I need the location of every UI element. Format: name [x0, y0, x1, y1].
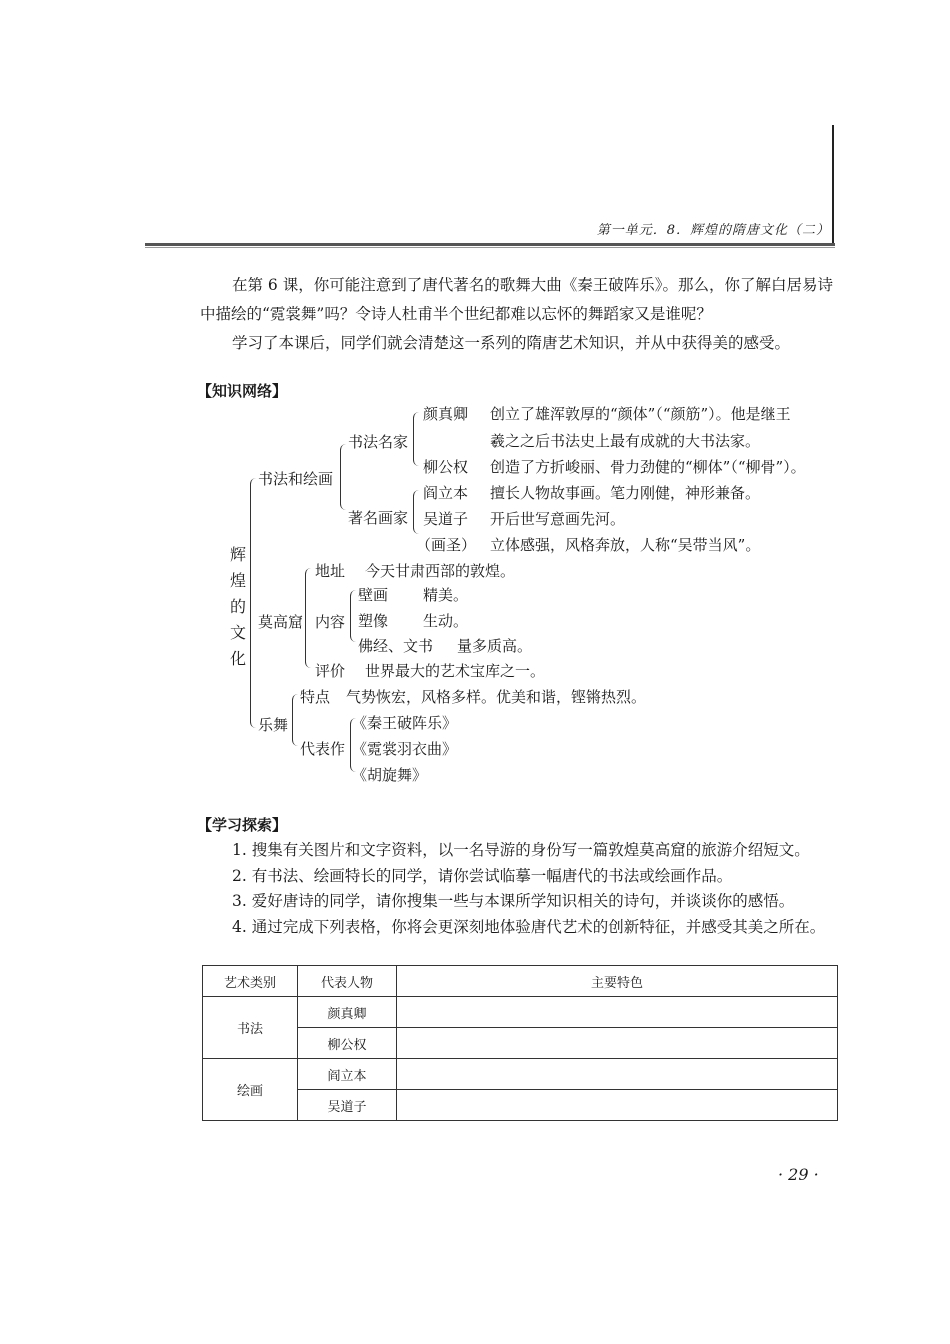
brace-calligraphy-painting	[340, 444, 347, 510]
table-row	[203, 1090, 838, 1121]
header-representative: 代表人物	[298, 966, 397, 997]
brace-calligraphers	[413, 412, 420, 466]
cell-liu-gongquan: 柳公权	[298, 1028, 397, 1059]
learning-exploration-title: 【学习探索】	[197, 816, 288, 834]
exploration-list	[200, 838, 840, 940]
brace-mogao	[305, 568, 312, 668]
node-evaluation: 评价	[315, 662, 346, 680]
exploration-item-4-text: 4. 通过完成下列表格，你将会更深刻地体验唐代艺术的创新特征，并感受其美之所在。	[232, 917, 826, 936]
node-yan-liben: 阎立本	[423, 484, 469, 502]
running-title: 第一单元．8．辉煌的隋唐文化（二）	[596, 223, 830, 238]
wu-daozi-desc: 开后世写意画先河。	[490, 510, 626, 528]
root-char: 煌	[229, 571, 246, 590]
table-header-row	[203, 966, 838, 997]
cell-blank-feature[interactable]	[397, 1090, 838, 1121]
node-music-dance: 乐舞	[258, 716, 289, 734]
node-sculpture: 塑像	[358, 612, 389, 630]
node-scripture: 佛经、文书	[358, 637, 434, 655]
node-representative-works: 代表作	[300, 740, 346, 758]
wu-daozi-title-desc: 立体感强，风格奔放，人称“吴带当风”。	[490, 536, 761, 554]
yan-desc-line1: 创立了雄浑敦厚的“颜体”（“颜筋”）。他是继王	[490, 405, 791, 423]
node-address: 地址	[315, 562, 346, 580]
cell-blank-feature[interactable]	[397, 997, 838, 1028]
node-liu-gongquan: 柳公权	[423, 458, 469, 476]
brace-painters	[413, 490, 420, 534]
table-row	[203, 1059, 838, 1090]
node-wu-daozi: 吴道子	[423, 510, 469, 528]
cell-wu-daozi: 吴道子	[298, 1090, 397, 1121]
mural-desc: 精美。	[423, 586, 469, 604]
cell-calligraphy: 书法	[203, 997, 298, 1059]
exploration-item-3: 3. 爱好唐诗的同学，请你搜集一些与本课所学知识相关的诗句，并谈谈你的感悟。	[232, 892, 795, 910]
address-desc: 今天甘肃西部的敦煌。	[365, 562, 516, 580]
exploration-item-4	[200, 915, 840, 941]
page-number: · 29 ·	[778, 1165, 819, 1184]
exploration-item-2: 2. 有书法、绘画特长的同学，请你尝试临摹一幅唐代的书法或绘画作品。	[232, 866, 733, 885]
intro-paragraph-1: 在第 6 课，你可能注意到了唐代著名的歌舞大曲《秦王破阵乐》。那么，你了解白居易诗中描绘的“霓裳舞”吗？令诗人杜甫半个世纪都难以忘怀的舞蹈家又是谁呢？	[200, 276, 833, 323]
brace-music-dance	[292, 694, 299, 746]
node-calligraphers: 书法名家	[348, 433, 409, 451]
features-desc: 气势恢宏，风格多样。优美和谐，铿锵热烈。	[346, 688, 647, 706]
work-huxuan: 《胡旋舞》	[352, 766, 428, 784]
node-mogao: 莫高窟	[258, 613, 304, 631]
evaluation-desc: 世界最大的艺术宝库之一。	[365, 662, 546, 680]
cell-yan-liben: 阎立本	[298, 1059, 397, 1090]
node-mural: 壁画	[358, 586, 389, 604]
wu-daozi-title: （画圣）	[416, 536, 477, 554]
header-right-vertical-rule	[832, 125, 834, 243]
node-calligraphy-painting: 书法和绘画	[258, 470, 334, 488]
work-qinwang: 《秦王破阵乐》	[352, 714, 458, 732]
yan-desc-line2: 羲之之后书法史上最有成就的大书法家。	[490, 432, 761, 450]
intro-text	[200, 271, 840, 358]
node-content: 内容	[315, 613, 346, 631]
cell-yan-zhenqing: 颜真卿	[298, 997, 397, 1028]
liu-desc: 创造了方折峻丽、骨力劲健的“柳体”（“柳骨”）。	[490, 458, 806, 476]
yan-liben-desc: 擅长人物故事画。笔力刚健，神形兼备。	[490, 484, 761, 502]
header-horizontal-rule	[145, 243, 835, 246]
scripture-desc: 量多质高。	[457, 637, 533, 655]
network-root-label	[228, 542, 248, 672]
root-char: 的	[229, 597, 246, 616]
knowledge-network-title: 【知识网络】	[197, 382, 288, 400]
sculpture-desc: 生动。	[423, 612, 469, 630]
table-row	[203, 997, 838, 1028]
intro-paragraph-2: 学习了本课后，同学们就会清楚这一系列的隋唐艺术知识，并从中获得美的感受。	[232, 334, 791, 352]
node-painters: 著名画家	[348, 509, 409, 527]
root-brace	[250, 478, 259, 728]
root-char: 化	[229, 649, 246, 668]
work-nishang: 《霓裳羽衣曲》	[352, 740, 458, 758]
cell-blank-feature[interactable]	[397, 1028, 838, 1059]
node-yan-zhenqing: 颜真卿	[423, 405, 469, 423]
brace-content	[350, 590, 357, 642]
node-features: 特点	[300, 688, 331, 706]
root-char: 辉	[229, 545, 246, 564]
table-row	[203, 1028, 838, 1059]
cell-painting: 绘画	[203, 1059, 298, 1121]
art-features-table	[202, 965, 838, 1121]
cell-blank-feature[interactable]	[397, 1059, 838, 1090]
header-art-category: 艺术类别	[203, 966, 298, 997]
root-char: 文	[229, 623, 246, 642]
exploration-item-1: 1. 搜集有关图片和文字资料，以一名导游的身份写一篇敦煌莫高窟的旅游介绍短文。	[232, 841, 810, 859]
header-main-features: 主要特色	[397, 966, 838, 997]
header-horizontal-rule-thin	[145, 247, 835, 248]
